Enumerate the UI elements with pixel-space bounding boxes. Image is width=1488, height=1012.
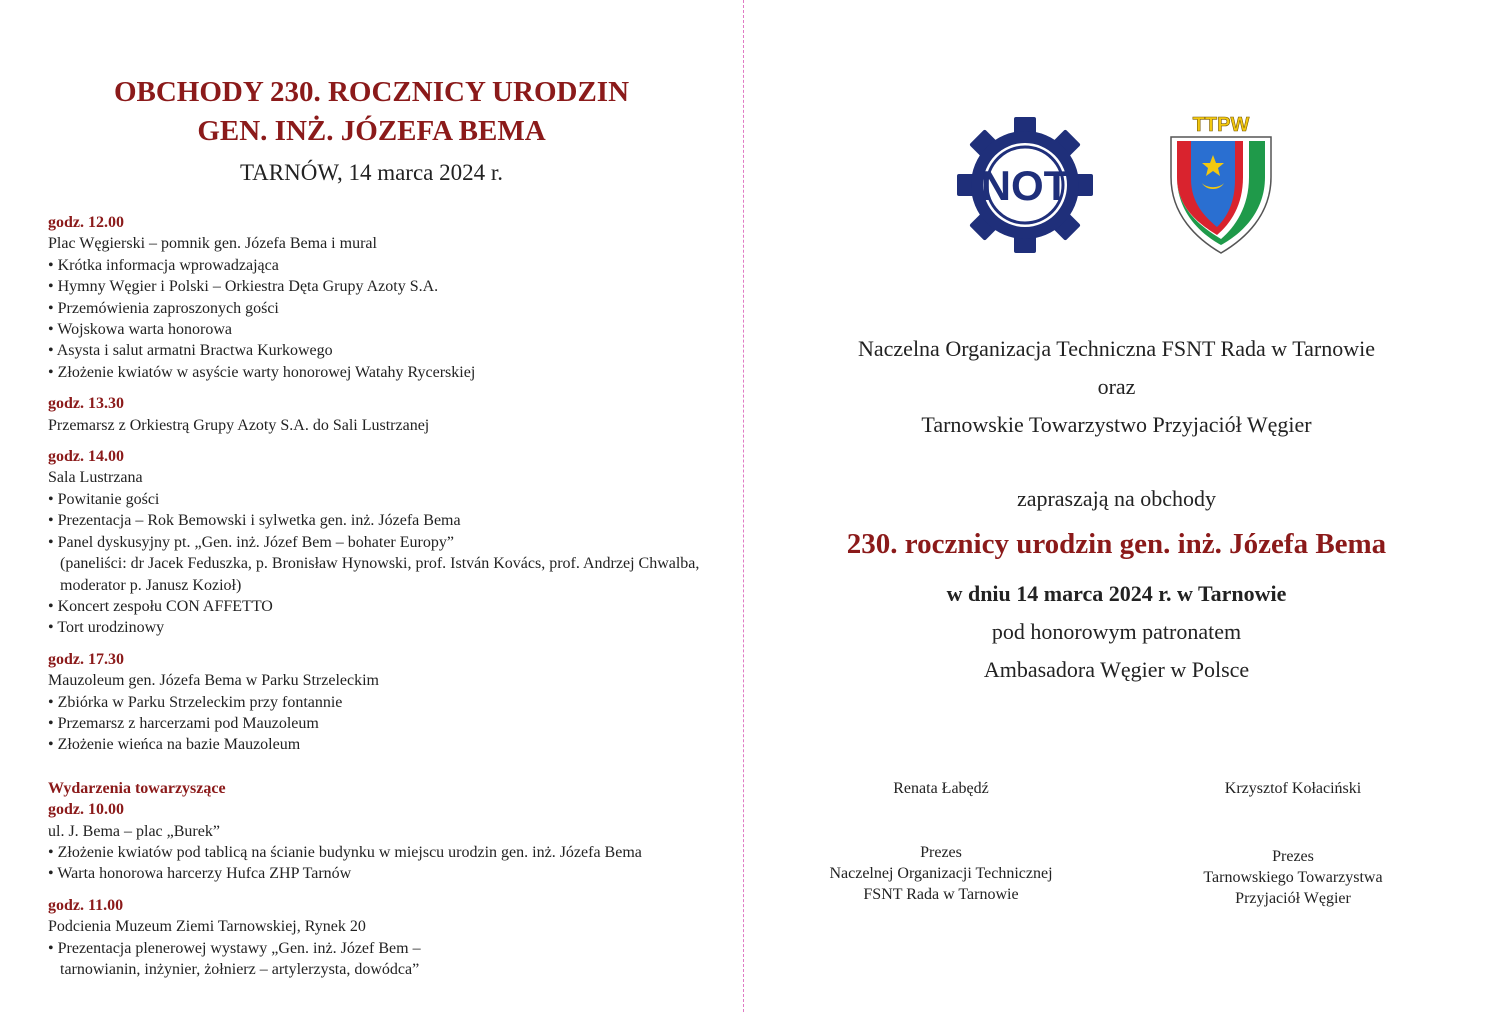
section-place: Przemarsz z Orkiestrą Grupy Azoty S.A. do Sali Lustrzanej	[48, 416, 430, 434]
list-item: • Złożenie kwiatów pod tablicą na ścianie budynku w miejscu urodzin gen. inż. Józefa Bema	[48, 842, 708, 863]
signature-org: Przyjaciół Węgier	[1235, 890, 1351, 907]
title-line-2: GEN. INŻ. JÓZEFA BEMA	[197, 115, 546, 147]
list-item: • Przemarsz z harcerzami pod Mauzoleum	[48, 713, 708, 734]
schedule-section	[48, 393, 708, 436]
schedule-section	[48, 446, 708, 639]
section-items	[48, 489, 708, 553]
program-title	[0, 73, 743, 151]
schedule-section	[48, 649, 708, 756]
organizer-2: Tarnowskie Towarzystwo Przyjaciół Węgier	[921, 412, 1312, 437]
section-items	[48, 842, 708, 885]
section-time: godz. 11.00	[48, 896, 124, 914]
program-subtitle: TARNÓW, 14 marca 2024 r.	[239, 160, 504, 185]
not-logo-icon	[957, 117, 1093, 253]
list-item: • Tort urodzinowy	[48, 617, 708, 638]
section-place: Sala Lustrzana	[48, 469, 143, 487]
signature-role: Prezes	[1272, 848, 1314, 865]
list-item: • Koncert zespołu CON AFFETTO	[48, 596, 708, 617]
section-time: godz. 12.00	[48, 214, 124, 231]
signature-role: Prezes	[920, 844, 962, 861]
and-text: oraz	[1097, 374, 1136, 399]
list-item: • Prezentacja plenerowej wystawy „Gen. inż. Józef Bem – tarnowianin, inżynier, żołnierz – artylerzysta, dowódca”	[48, 938, 480, 981]
list-item: • Przemówienia zaproszonych gości	[48, 298, 708, 319]
list-item: • Złożenie wieńca na bazie Mauzoleum	[48, 734, 708, 755]
section-time: godz. 10.00	[48, 801, 124, 819]
schedule-section	[48, 895, 708, 981]
program-page	[0, 0, 743, 1012]
signature-right	[1143, 778, 1443, 909]
list-item: • Hymny Węgier i Polski – Orkiestra Dęta Grupy Azoty S.A.	[48, 276, 708, 297]
section-items	[48, 938, 708, 981]
signature-name: Renata Łabędź	[893, 780, 989, 797]
ttpw-logo-text: TTPW	[1192, 114, 1250, 136]
logos	[745, 105, 1488, 265]
ttpw-shield-icon	[1165, 107, 1277, 257]
title-line-1: OBCHODY 230. ROCZNICY URODZIN	[113, 76, 630, 108]
event-date: w dniu 14 marca 2024 r. w Tarnowie	[946, 581, 1287, 606]
list-item: • Warta honorowa harcerzy Hufca ZHP Tarnów	[48, 863, 708, 884]
section-place: Mauzoleum gen. Józefa Bema w Parku Strzeleckim	[48, 672, 379, 690]
section-time: godz. 17.30	[48, 650, 124, 668]
program-schedule	[48, 212, 708, 990]
list-item: • Asysta i salut armatni Bractwa Kurkowego	[48, 340, 708, 361]
organizer-1: Naczelna Organizacja Techniczna FSNT Rada w Tarnowie	[858, 336, 1375, 361]
event-title: 230. rocznicy urodzin gen. inż. Józefa Bema	[846, 528, 1387, 560]
signature-org: Tarnowskiego Towarzystwa	[1203, 869, 1383, 886]
list-item: • Wojskowa warta honorowa	[48, 319, 708, 340]
invite-text: zapraszają na obchody	[1016, 486, 1217, 511]
section-place: ul. J. Bema – plac „Burek”	[48, 822, 220, 840]
section-items	[48, 692, 708, 756]
list-item: • Zbiórka w Parku Strzeleckim przy fontannie	[48, 692, 708, 713]
accompanying-heading: Wydarzenia towarzyszące	[48, 779, 226, 797]
schedule-section	[48, 799, 708, 885]
invitation-page	[745, 0, 1488, 1012]
section-items	[48, 596, 708, 639]
schedule-section	[48, 212, 708, 383]
section-items	[48, 255, 708, 383]
signature-name: Krzysztof Kołaciński	[1224, 780, 1362, 797]
panel-note: (paneliści: dr Jacek Feduszka, p. Bronisław Hynowski, prof. István Kovács, prof. Andrzej Chwalba, moderator p. Janusz Kozioł)	[60, 555, 700, 594]
patronage-line-2: Ambasadora Węgier w Polsce	[983, 657, 1250, 682]
not-logo-text: NOT	[980, 162, 1070, 209]
fold-divider	[743, 0, 744, 1012]
patronage-line-1: pod honorowym patronatem	[991, 619, 1242, 644]
list-item: • Panel dyskusyjny pt. „Gen. inż. Józef Bem – bohater Europy”	[48, 532, 708, 553]
section-place: Plac Węgierski – pomnik gen. Józefa Bema i mural	[48, 235, 377, 253]
list-item: • Krótka informacja wprowadzająca	[48, 255, 708, 276]
signature-left	[791, 778, 1091, 905]
list-item: • Złożenie kwiatów w asyście warty honorowej Watahy Rycerskiej	[48, 362, 708, 383]
list-item: • Prezentacja – Rok Bemowski i sylwetka gen. inż. Józefa Bema	[48, 510, 708, 531]
section-place: Podcienia Muzeum Ziemi Tarnowskiej, Rynek 20	[48, 918, 366, 936]
section-time: godz. 13.30	[48, 395, 124, 413]
section-time: godz. 14.00	[48, 448, 124, 466]
signature-org: FSNT Rada w Tarnowie	[863, 886, 1019, 903]
list-item: • Powitanie gości	[48, 489, 708, 510]
signature-org: Naczelnej Organizacji Technicznej	[829, 865, 1053, 882]
